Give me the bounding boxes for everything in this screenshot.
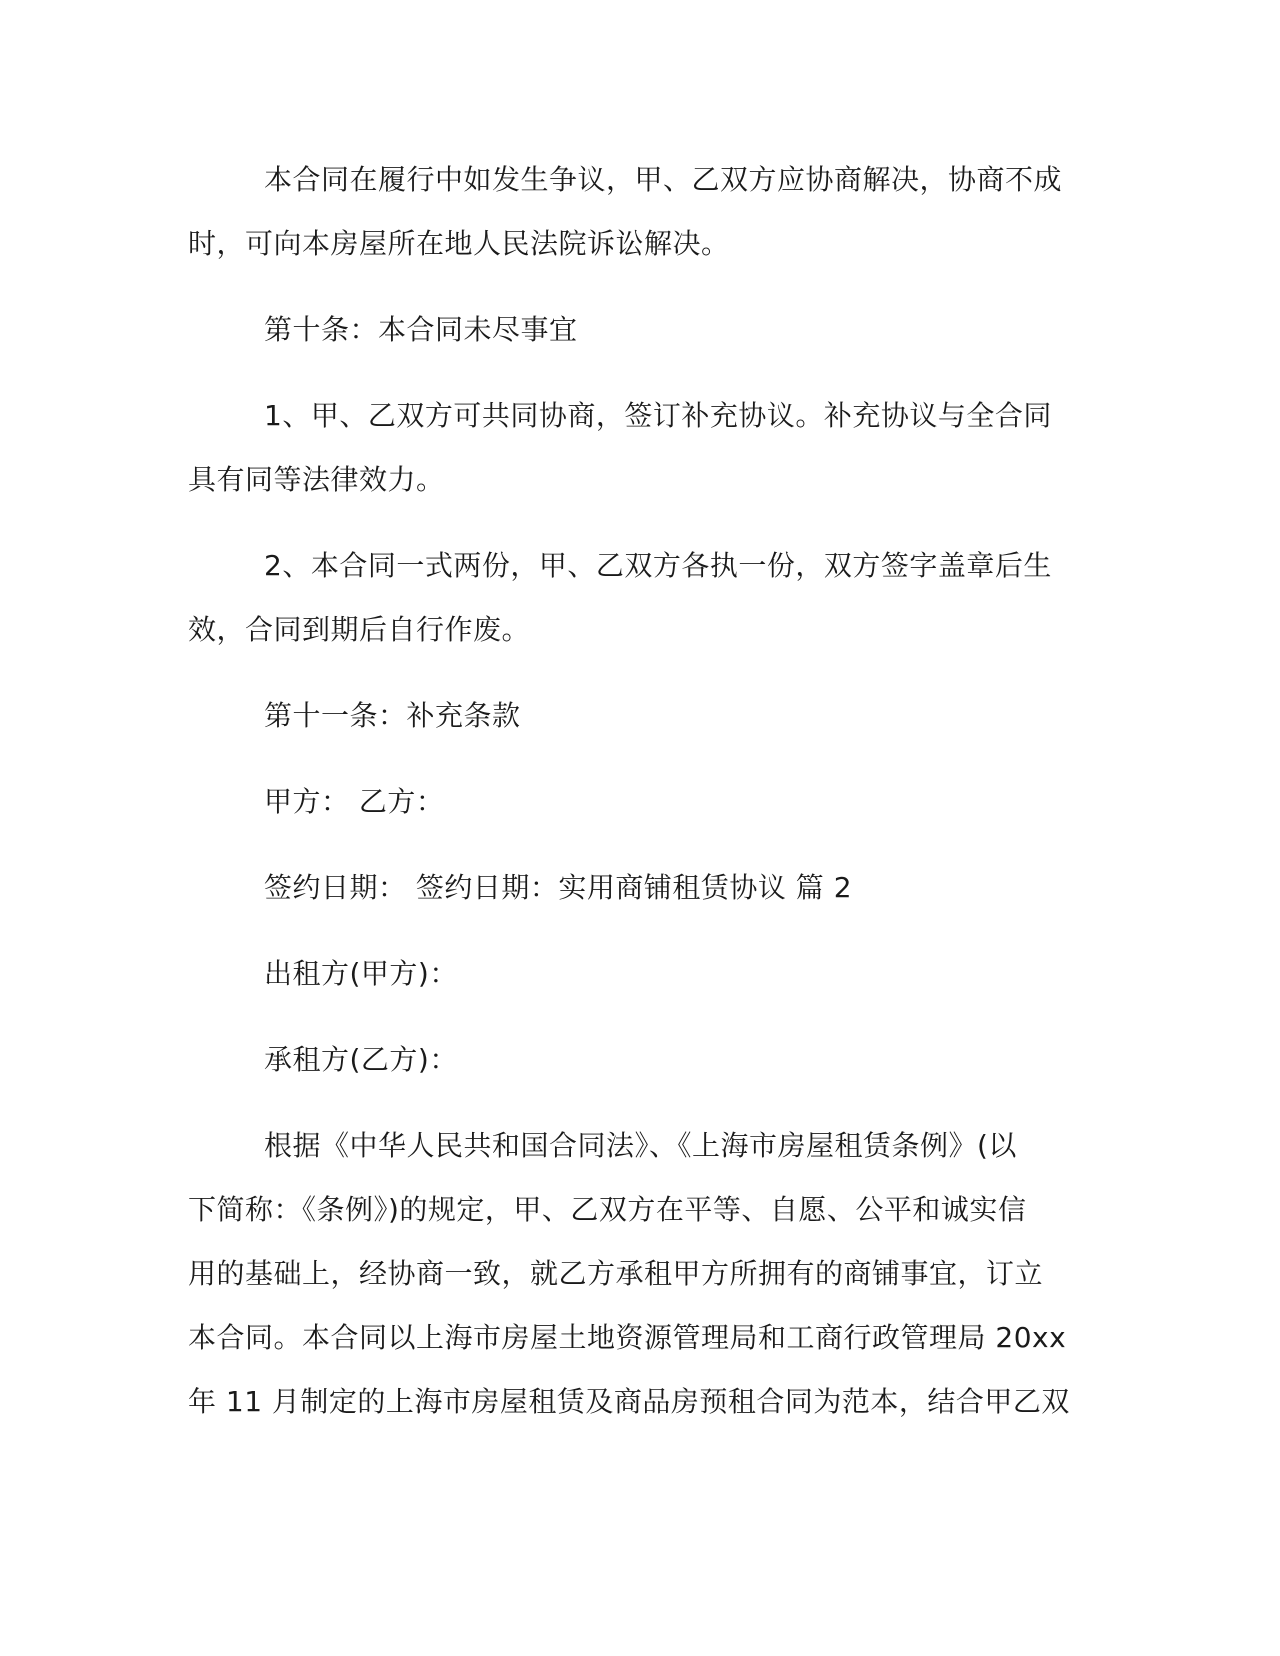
lessee-line <box>188 1028 1088 1092</box>
party-signature-line <box>188 770 1088 834</box>
text-line: 根据《中华人民共和国合同法》、《上海市房屋租赁条例》(以 <box>264 1129 1017 1162</box>
text-line: 年 11 月制定的上海市房屋租赁及商品房预租合同为范本，结合甲乙双 <box>188 1385 1070 1418</box>
text-line: 本合同在履行中如发生争议，甲、乙双方应协商解决，协商不成 <box>264 163 1063 196</box>
paragraph-legal-basis <box>188 1114 1088 1434</box>
text-line: 出租方(甲方)： <box>264 957 458 990</box>
text-line: 下简称：《条例》)的规定，甲、乙双方在平等、自愿、公平和诚实信 <box>188 1193 1027 1226</box>
text-line: 甲方： 乙方： <box>264 785 445 818</box>
text-line: 第十一条：补充条款 <box>264 699 521 732</box>
text-line: 具有同等法律效力。 <box>188 463 445 496</box>
text-line: 承租方(乙方)： <box>264 1043 458 1076</box>
document-body <box>188 148 1088 1456</box>
text-line: 1、甲、乙双方可共同协商，签订补充协议。补充协议与全合同 <box>264 399 1052 432</box>
signing-date-line <box>188 856 1088 920</box>
paragraph-dispute-resolution <box>188 148 1088 276</box>
text-line: 2、本合同一式两份，甲、乙双方各执一份，双方签字盖章后生 <box>264 549 1052 582</box>
lessor-line <box>188 942 1088 1006</box>
text-line: 用的基础上，经协商一致，就乙方承租甲方所拥有的商铺事宜，订立 <box>188 1257 1044 1290</box>
text-line: 本合同。本合同以上海市房屋土地资源管理局和工商行政管理局 20xx <box>188 1321 1067 1354</box>
paragraph-supplementary-agreement <box>188 384 1088 512</box>
article-10-heading <box>188 298 1088 362</box>
text-line: 效，合同到期后自行作废。 <box>188 613 531 646</box>
text-line: 时，可向本房屋所在地人民法院诉讼解决。 <box>188 227 730 260</box>
paragraph-copies <box>188 534 1088 662</box>
text-line: 第十条：本合同未尽事宜 <box>264 313 578 346</box>
article-11-heading <box>188 684 1088 748</box>
text-line: 签约日期： 签约日期：实用商铺租赁协议 篇 2 <box>264 871 853 904</box>
